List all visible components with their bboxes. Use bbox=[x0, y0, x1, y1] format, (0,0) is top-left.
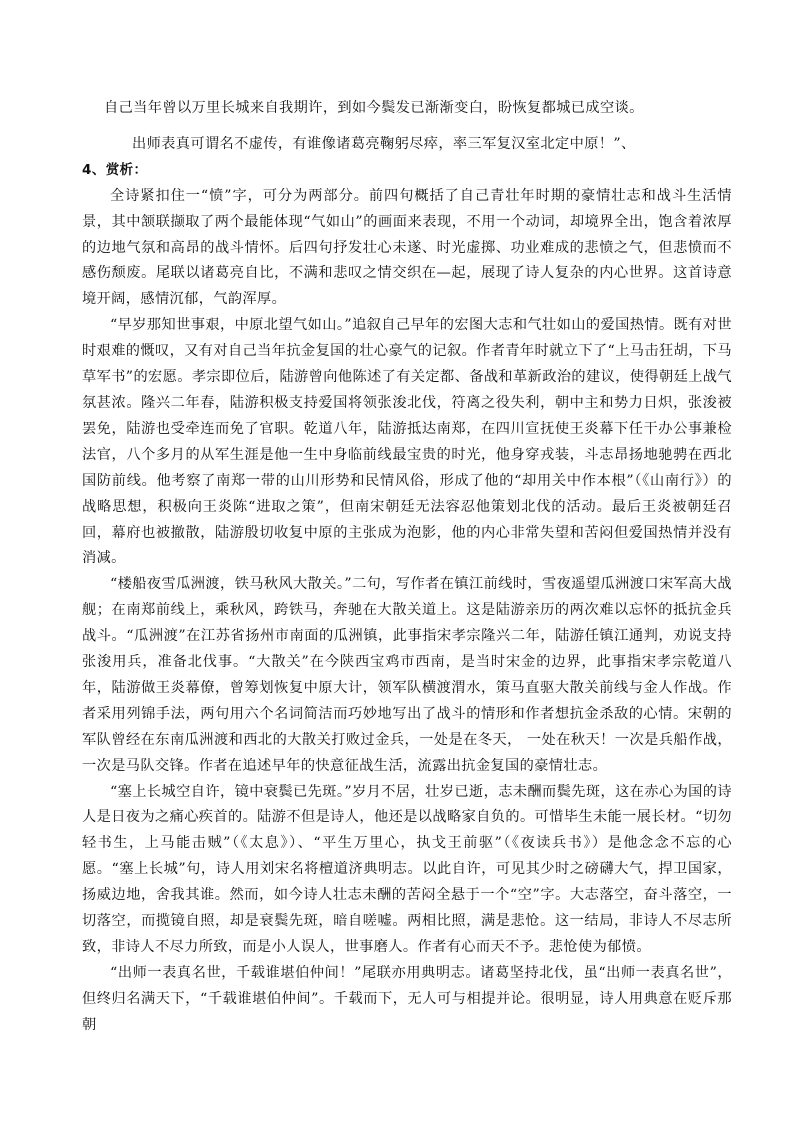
document-page bbox=[82, 96, 732, 1039]
translation-line-2: 出师表真可谓名不虚传，有谁像诸葛亮鞠躬尽瘁，率三军复汉室北定中原！”、 bbox=[132, 135, 636, 152]
paragraph-overview: 全诗紧扣住一“愤”字，可分为两部分。前四句概括了自己青壮年时期的豪情壮志和战斗生活情景，其中颔联撷取了两个最能体现“气如山”的画面来表现，不用一个动词，却境界全出，饱含着浓厚的边地气氛和高昂的战斗情怀。后四句抒发壮心未遂、时光虚掷、功业难成的悲愤之气，但悲愤而不感伤颓废。尾联以诸葛亮自比，不满和悲叹之情交织在—起，展现了诗人复杂的内心世界。这首诗意境开阔，感情沉郁，气韵浑厚。 bbox=[82, 187, 732, 308]
paragraph-lines-1-2: “早岁那知世事艰，中原北望气如山。”追叙自己早年的宏图大志和气壮如山的爱国热情。既有对世时艰难的慨叹，又有对自己当年抗金复国的壮心豪气的记叙。作者青年时就立下了“上马击狂胡，下马草军书”的宏愿。孝宗即位后，陆游曾向他陈述了有关定都、备战和革新政治的建议，使得朝廷上战气氛甚浓。隆兴二年春，陆游积极支持爱国将领张浚北伐，符离之役失利，朝中主和势力日炽，张浚被罢免，陆游也受牵连而免了官职。乾道八年，陆游抵达南郑，在四川宣抚使王炎幕下任干办公事兼检法官，八个多月的从军生涯是他一生中身临前线最宝贵的时光，他身穿戎装，斗志昂扬地驰骋在西北国防前线。他考察了南郑一带的山川形势和民情风俗，形成了他的“却用关中作本根”（《山南行》）的战略思想，积极向王炎陈“进取之策”，但南宋朝廷无法容忍他策划北伐的活动。最后王炎被朝廷召回，幕府也被撤散，陆游殷切收复中原的主张成为泡影，他的内心非常失望和苦闷但爱国热情并没有消减。 bbox=[82, 317, 732, 567]
paragraph-lines-7-8: “出师一表真名世，千载谁堪伯仲间！”尾联亦用典明志。诸葛坚持北伐，虽“出师一表真名世”，但终归名满天下，“千载谁堪伯仲间”。千载而下，无人可与相提并论。很明显，诗人用典意在贬斥那朝 bbox=[82, 964, 732, 1033]
paragraph-lines-5-6: “塞上长城空自许，镜中衰鬓已先斑。”岁月不居，壮岁已逝，志未酬而鬓先斑，这在赤心为国的诗人是日夜为之痛心疾首的。陆游不但是诗人，他还是以战略家自负的。可惜毕生未能一展长材。“切勿轻书生，上马能击贼”（《太息》）、“平生万里心，执戈王前驱”（《夜读兵书》）是他念念不忘的心愿。“塞上长城”句，诗人用刘宋名将檀道济典明志。以此自许，可见其少时之磅礴大气，捍卫国家，扬威边地，舍我其谁。然而，如今诗人壮志未酬的苦闷全悬于一个“空”字。大志落空，奋斗落空，一切落空，而揽镜自照，却是衰鬓先斑，暗自嗟嘘。两相比照，满是悲怆。这一结局，非诗人不尽志所致，非诗人不尽力所致，而是小人误人，世事磨人。作者有心而天不予。悲怆使为郁愤。 bbox=[82, 783, 732, 955]
paragraph-lines-3-4: “楼船夜雪瓜洲渡，铁马秋风大散关。”二句，写作者在镇江前线时，雪夜遥望瓜洲渡口宋军高大战舰；在南郑前线上，乘秋风，跨铁马，奔驰在大散关道上。这是陆游亲历的两次难以忘怀的抵抗金兵战斗。“瓜洲渡”在江苏省扬州市南面的瓜洲镇，此事指宋孝宗隆兴二年，陆游任镇江通判，劝说支持张浚用兵，准备北伐事。“大散关”在今陕西宝鸡市西南，是当时宋金的边界，此事指宋孝宗乾道八年，陆游做王炎幕僚，曾筹划恢复中原大计，领军队横渡渭水，策马直驱大散关前线与金人作战。作者采用列锦手法，两句用六个名词简洁而巧妙地写出了战斗的情形和作者想抗金杀敌的心情。宋朝的军队曾经在东南瓜洲渡和西北的大散关打败过金兵，一处是在冬天， 一处在秋天！一次是兵船作战，一次是马队交锋。作者在追述早年的快意征战生活，流露出抗金复国的豪情壮志。 bbox=[82, 576, 732, 774]
section-heading: 4、赏析： bbox=[82, 161, 148, 178]
translation-line-1: 自己当年曾以万里长城来自我期许，到如今鬓发已渐渐变白，盼恢复都城已成空谈。 bbox=[104, 100, 644, 116]
